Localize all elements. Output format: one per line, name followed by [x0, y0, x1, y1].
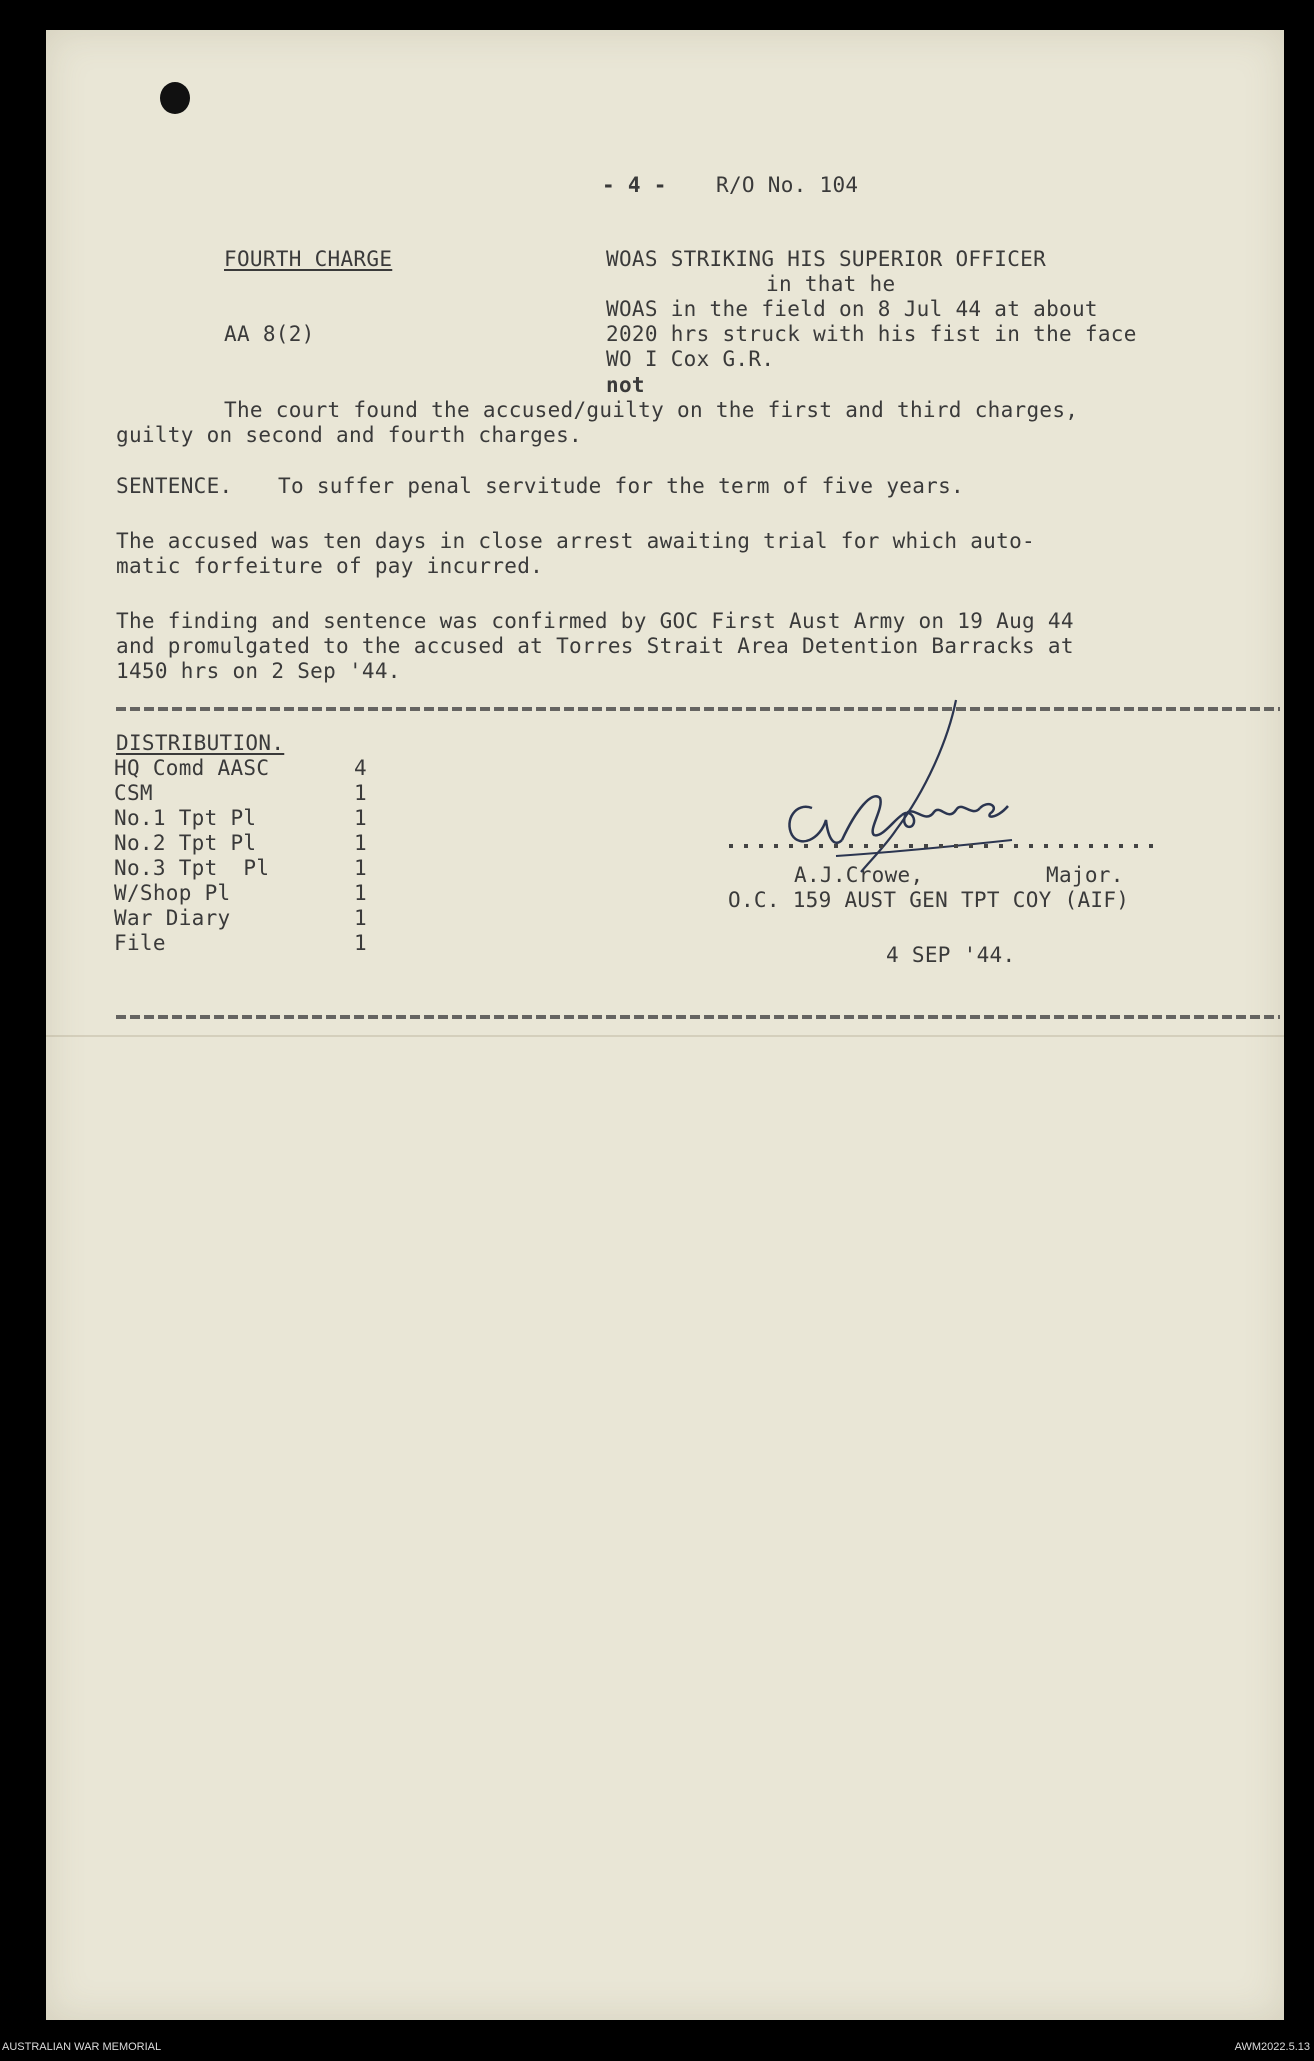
- distribution-name: HQ Comd AASC: [114, 756, 270, 780]
- confirmation-line: 1450 hrs on 2 Sep '44.: [116, 659, 401, 683]
- distribution-qty: 1: [354, 931, 367, 955]
- distribution-heading: DISTRIBUTION.: [116, 731, 285, 755]
- signatory-name: A.J.Crowe,: [794, 863, 924, 887]
- sentence-text: To suffer penal servitude for the term of five years.: [278, 474, 964, 498]
- distribution-row: [46, 830, 446, 856]
- signature-line: [729, 844, 1161, 848]
- distribution-name: No.2 Tpt Pl: [114, 831, 257, 855]
- arrest-line: matic forfeiture of pay incurred.: [116, 554, 544, 578]
- charge-section: AA 8(2): [224, 322, 315, 346]
- distribution-qty: 1: [354, 806, 367, 830]
- confirmation-line: The finding and sentence was confirmed by GOC First Aust Army on 19 Aug 44: [116, 609, 1074, 633]
- signatory-unit: O.C. 159 AUST GEN TPT COY (AIF): [728, 888, 1130, 912]
- distribution-row: [46, 755, 446, 781]
- finding-insert: not: [606, 373, 645, 397]
- charge-title: WOAS STRIKING HIS SUPERIOR OFFICER: [606, 247, 1047, 271]
- distribution-row: [46, 880, 446, 906]
- punch-hole: [160, 82, 190, 114]
- section-divider: [116, 707, 1280, 711]
- sentence-label: SENTENCE.: [116, 474, 233, 498]
- signatory-rank: Major.: [1046, 863, 1124, 887]
- distribution-qty: 1: [354, 856, 367, 880]
- finding-line: guilty on second and fourth charges.: [116, 423, 582, 447]
- distribution-qty: 1: [354, 881, 367, 905]
- section-divider: [116, 1015, 1280, 1019]
- handwritten-signature-icon: [776, 680, 1096, 880]
- distribution-qty: 4: [354, 756, 367, 780]
- distribution-name: W/Shop Pl: [114, 881, 231, 905]
- distribution-row: [46, 805, 446, 831]
- arrest-line: The accused was ten days in close arrest awaiting trial for which auto-: [116, 529, 1035, 553]
- distribution-row: [46, 930, 446, 956]
- document-page: [46, 30, 1284, 2020]
- footer-credit: AUSTRALIAN WAR MEMORIAL: [2, 2041, 162, 2053]
- routine-order-number: R/O No. 104: [716, 173, 859, 197]
- distribution-name: War Diary: [114, 906, 231, 930]
- charge-label: FOURTH CHARGE: [224, 247, 393, 271]
- distribution-qty: 1: [354, 831, 367, 855]
- distribution-row: [46, 855, 446, 881]
- distribution-name: CSM: [114, 781, 153, 805]
- distribution-qty: 1: [354, 906, 367, 930]
- page-fold: [46, 1035, 1284, 1037]
- charge-particulars-line: 2020 hrs struck with his fist in the face: [606, 322, 1137, 346]
- charge-particulars-line: WOAS in the field on 8 Jul 44 at about: [606, 297, 1098, 321]
- distribution-name: No.1 Tpt Pl: [114, 806, 257, 830]
- confirmation-line: and promulgated to the accused at Torres Strait Area Detention Barracks at: [116, 634, 1074, 658]
- signatory-date: 4 SEP '44.: [886, 943, 1016, 967]
- distribution-name: File: [114, 931, 166, 955]
- charge-particulars-line: WO I Cox G.R.: [606, 347, 775, 371]
- distribution-qty: 1: [354, 781, 367, 805]
- finding-line: The court found the accused/guilty on the first and third charges,: [224, 398, 1079, 422]
- distribution-row: [46, 905, 446, 931]
- footer-accession-number: AWM2022.5.13: [1234, 2041, 1310, 2053]
- distribution-name: No.3 Tpt Pl: [114, 856, 270, 880]
- page-marker: - 4 -: [602, 173, 667, 197]
- charge-in-that: in that he: [766, 272, 896, 296]
- distribution-row: [46, 780, 446, 806]
